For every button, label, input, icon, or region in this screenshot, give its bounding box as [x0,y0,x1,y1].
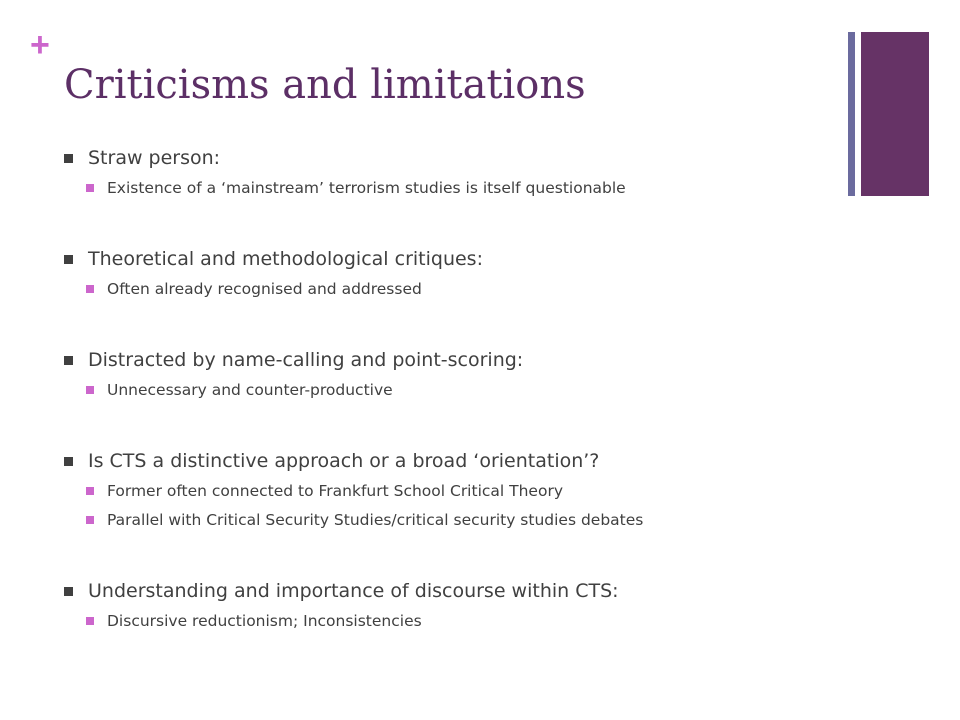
bullet-list [64,142,844,636]
bullet-text: Understanding and importance of discourse within CTS: [88,580,619,602]
square-bullet-icon [64,154,73,163]
sub-bullet-item [86,376,844,405]
plus-icon: + [30,26,50,64]
square-bullet-icon [86,285,94,293]
square-bullet-icon [64,356,73,365]
slide-title: Criticisms and limitations [64,62,586,108]
sub-bullet-item [86,275,844,304]
bullet-group [64,575,844,636]
bullet-item [64,243,844,275]
bullet-text: Theoretical and methodological critiques: [88,248,483,270]
bullet-group [64,344,844,405]
sub-bullet-text: Existence of a ‘mainstream’ terrorism studies is itself questionable [107,179,626,197]
sub-bullet-item [86,174,844,203]
bullet-item [64,575,844,607]
decorative-bar-thick [861,32,929,196]
sub-bullet-item [86,607,844,636]
square-bullet-icon [86,617,94,625]
bullet-item [64,445,844,477]
bullet-item [64,344,844,376]
sub-bullet-text: Parallel with Critical Security Studies/critical security studies debates [107,511,644,529]
square-bullet-icon [64,255,73,264]
bullet-text: Straw person: [88,147,221,169]
decorative-bar-thin [848,32,855,196]
bullet-group [64,142,844,203]
square-bullet-icon [86,516,94,524]
bullet-group [64,243,844,304]
sub-bullet-item [86,506,844,535]
sub-bullet-text: Discursive reductionism; Inconsistencies [107,612,422,630]
sub-bullet-item [86,477,844,506]
sub-bullet-text: Unnecessary and counter-productive [107,381,393,399]
square-bullet-icon [86,184,94,192]
sub-bullet-text: Often already recognised and addressed [107,280,422,298]
bullet-item [64,142,844,174]
bullet-text: Distracted by name-calling and point-scoring: [88,349,524,371]
square-bullet-icon [86,487,94,495]
square-bullet-icon [64,457,73,466]
square-bullet-icon [64,587,73,596]
bullet-group [64,445,844,535]
bullet-text: Is CTS a distinctive approach or a broad ‘orientation’? [88,450,600,472]
sub-bullet-text: Former often connected to Frankfurt School Critical Theory [107,482,563,500]
square-bullet-icon [86,386,94,394]
